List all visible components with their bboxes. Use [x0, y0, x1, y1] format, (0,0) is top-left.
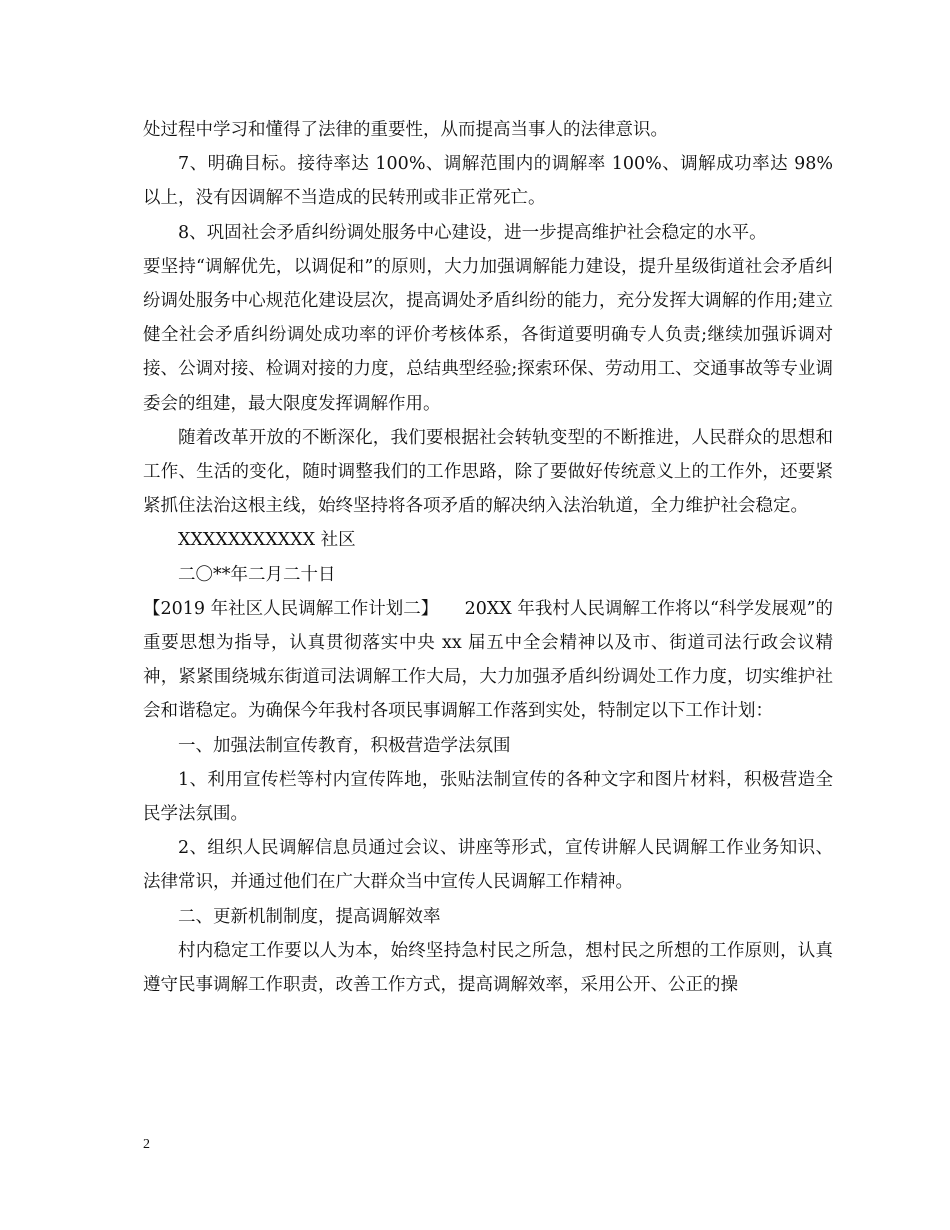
paragraph-item-8-detail: 要坚持“调解优先，以调促和”的原则，大力加强调解能力建设，提升星级街道社会矛盾纠纷调处服务中心规范化建设层次，提高调处矛盾纠纷的能力，充分发挥大调解的作用;建立健全社会矛盾纠纷调处成功率的评价考核体系，各街道要明确专人负责;继续加强诉调对接、公调对接、检调对接的力度，总结典型经验;探索环保、劳动用工、交通事故等专业调委会的组建，最大限度发挥调解作用。: [143, 256, 833, 414]
page-number: 2: [143, 1137, 150, 1152]
section-heading-one: 一、加强法制宣传教育，积极营造学法氛围: [178, 735, 511, 756]
document-body: [143, 113, 833, 1002]
paragraph-continuation: 处过程中学习和懂得了法律的重要性，从而提高当事人的法律意识。: [143, 120, 668, 140]
plan-two-intro: 【2019 年社区人民调解工作计划二】 20XX 年我村人民调解工作将以“科学发展观”的重要思想为指导，认真贯彻落实中央 xx 届五中全会精神以及市、街道司法行政会议精神，紧紧围绕城东街道司法调解工作大局，大力加强矛盾纠纷调处工作力度，切实维护社会和谐稳定。为确保今年我村各项民事调解工作落到实处，特制定以下工作计划：: [143, 598, 833, 722]
paragraph-item-7: 7、明确目标。接待率达 100%、调解范围内的调解率 100%、调解成功率达 98%以上，没有因调解不当造成的民转刑或非正常死亡。: [143, 154, 833, 209]
section-two-paragraph: 村内稳定工作要以人为本，始终坚持急村民之所急，想村民之所想的工作原则，认真遵守民事调解工作职责，改善工作方式，提高调解效率，采用公开、公正的操: [143, 940, 833, 996]
section-one-item-2: 2、组织人民调解信息员通过会议、讲座等形式，宣传讲解人民调解工作业务知识、法律常识，并通过他们在广大群众当中宣传人民调解工作精神。: [143, 838, 833, 893]
signature-date: 二〇**年二月二十日: [178, 564, 336, 585]
section-one-item-1: 1、利用宣传栏等村内宣传阵地，张贴法制宣传的各种文字和图片材料，积极营造全民学法氛围。: [143, 769, 833, 825]
paragraph-item-8: 8、巩固社会矛盾纠纷调处服务中心建设，进一步提高维护社会稳定的水平。: [178, 222, 767, 243]
signature-community: XXXXXXXXXXX 社区: [178, 530, 356, 551]
paragraph-conclusion: 随着改革开放的不断深化，我们要根据社会转轨变型的不断推进，人民群众的思想和工作、生活的变化，随时调整我们的工作思路，除了要做好传统意义上的工作外，还要紧紧抓住法治这根主线，始终坚持将各项矛盾的解决纳入法治轨道，全力维护社会稳定。: [143, 427, 833, 517]
section-heading-two: 二、更新机制制度，提高调解效率: [178, 906, 441, 927]
